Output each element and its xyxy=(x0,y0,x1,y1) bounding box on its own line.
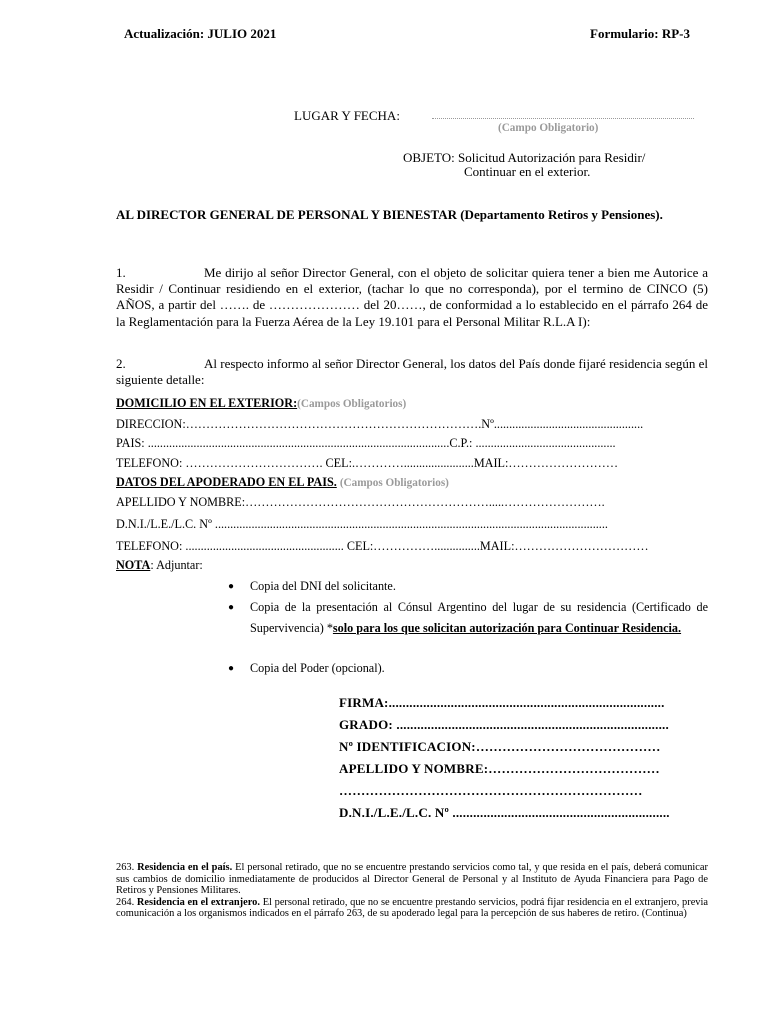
footnote-264-title: Residencia en el extranjero. xyxy=(136,896,260,908)
footnote-263 xyxy=(116,862,708,897)
identification-line[interactable]: Nº IDENTIFICACION:…………………………………… xyxy=(339,739,661,754)
attorney-id-line[interactable]: D.N.I./L.E./L.C. Nº ................................................................................................................................. xyxy=(116,517,608,531)
note-row xyxy=(116,558,203,573)
paragraph-2-number: 2. xyxy=(116,356,126,371)
subject-line-2: Continuar en el exterior. xyxy=(464,164,591,179)
subject-line-1: OBJETO: Solicitud Autorización para Residir/ xyxy=(403,150,646,165)
update-date: Actualización: JULIO 2021 xyxy=(124,26,277,41)
bullet-icon: ● xyxy=(228,602,235,613)
attorney-required: (Campos Obligatorios) xyxy=(339,477,449,489)
footnote-264-number: 264. xyxy=(116,896,135,908)
rank-line[interactable]: GRADO: ............................................................................... xyxy=(339,717,669,732)
attachment-item-1: Copia del DNI del solicitante. xyxy=(250,579,396,593)
paragraph-1-text: Me dirijo al señor Director General, con el objeto de solicitar quiera tener a bien me Autorice a Residir / Continuar residiendo en el exterior, (tachar lo que no corresponda), por el termino de CINCO (5) AÑOS, a partir del ……. de ………………… del 20……, de conformidad a lo establecido en el párrafo 264 de la Reglamentación para la Fuerza Aérea de la Ley 19.101 para el Personal Militar R.L.A I): xyxy=(116,265,708,329)
foreign-address-heading: DOMICILIO EN EL EXTERIOR: xyxy=(116,396,298,410)
attachment-item-2-text: Copia de la presentación al Cónsul Argentino del lugar de su residencia (Certificado de Supervivencia) * xyxy=(250,600,708,635)
attachment-item-3: Copia del Poder (opcional). xyxy=(250,661,385,675)
attorney-name-line[interactable]: APELLIDO Y NOMBRE:…………………………………………………….....……………………. xyxy=(116,495,605,509)
footnote-263-text: El personal retirado, que no se encuentre prestando servicios como tal, y que resida en el país, deberá comunicar sus cambios de domicilio inmediatamente de producidos al Director General de Personal y al Instituto de Ayuda Financiera para Pago de Retiros y Pensiones Militares. xyxy=(116,862,708,897)
foreign-address-line[interactable]: DIRECCION:……………………………………………………………….Nº................................................. xyxy=(116,417,644,431)
bullet-icon: ● xyxy=(228,663,235,674)
foreign-phone-line[interactable]: TELEFONO: ……………………………. CEL:.………….......................MAIL:……………………… xyxy=(116,456,619,470)
signature-line[interactable]: FIRMA:................................................................................ xyxy=(339,695,665,710)
bullet-icon: ● xyxy=(228,581,235,592)
attachment-item-2-emphasis: solo para los que solicitan autorización para Continuar Residencia. xyxy=(332,620,682,635)
note-label: NOTA xyxy=(116,558,151,572)
note-text: : Adjuntar: xyxy=(150,558,203,572)
paragraph-2 xyxy=(116,356,708,388)
full-name-line[interactable]: APELLIDO Y NOMBRE:………………………………… xyxy=(339,761,660,776)
form-code: Formulario: RP-3 xyxy=(590,26,691,41)
attorney-heading-row xyxy=(116,475,449,490)
place-date-label: LUGAR Y FECHA: xyxy=(294,108,400,123)
footnote-263-title: Residencia en el país. xyxy=(137,862,233,873)
attorney-heading: DATOS DEL APODERADO EN EL PAIS. xyxy=(116,475,337,489)
paragraph-1 xyxy=(116,265,708,330)
place-date-field[interactable] xyxy=(432,112,694,119)
attorney-phone-line[interactable]: TELEFONO: .................................................... CEL:……………...............MAIL:…………………………… xyxy=(116,539,649,553)
place-date-required: (Campo Obligatorio) xyxy=(498,122,599,134)
footnote-263-number: 263. xyxy=(116,862,135,873)
footnotes xyxy=(116,862,708,920)
foreign-address-required: (Campos Obligatorios) xyxy=(297,398,407,410)
document-id-line[interactable]: D.N.I./L.E./L.C. Nº ............................................................... xyxy=(339,805,670,820)
foreign-country-line[interactable]: PAIS: ...................................................................................................C.P.: .............................................. xyxy=(116,436,616,450)
footnote-264 xyxy=(116,897,708,920)
addressee: AL DIRECTOR GENERAL DE PERSONAL Y BIENESTAR (Departamento Retiros y Pensiones). xyxy=(116,207,663,222)
full-name-continuation-line[interactable]: …………………………………………………………… xyxy=(339,783,643,798)
paragraph-2-text: Al respecto informo al señor Director General, los datos del País donde fijaré residencia según el siguiente detalle: xyxy=(116,356,708,388)
paragraph-1-number: 1. xyxy=(116,265,126,280)
footnote-264-text: El personal retirado, que no se encuentre prestando servicios, podrá fijar residencia en el extranjero, previa comunicación a los organismos indicados en el párrafo 263, de su apoderado legal para la percepción de sus haberes de retiro. (Continua) xyxy=(116,896,709,920)
foreign-address-heading-row xyxy=(116,396,406,411)
attachment-item-2 xyxy=(250,597,708,638)
